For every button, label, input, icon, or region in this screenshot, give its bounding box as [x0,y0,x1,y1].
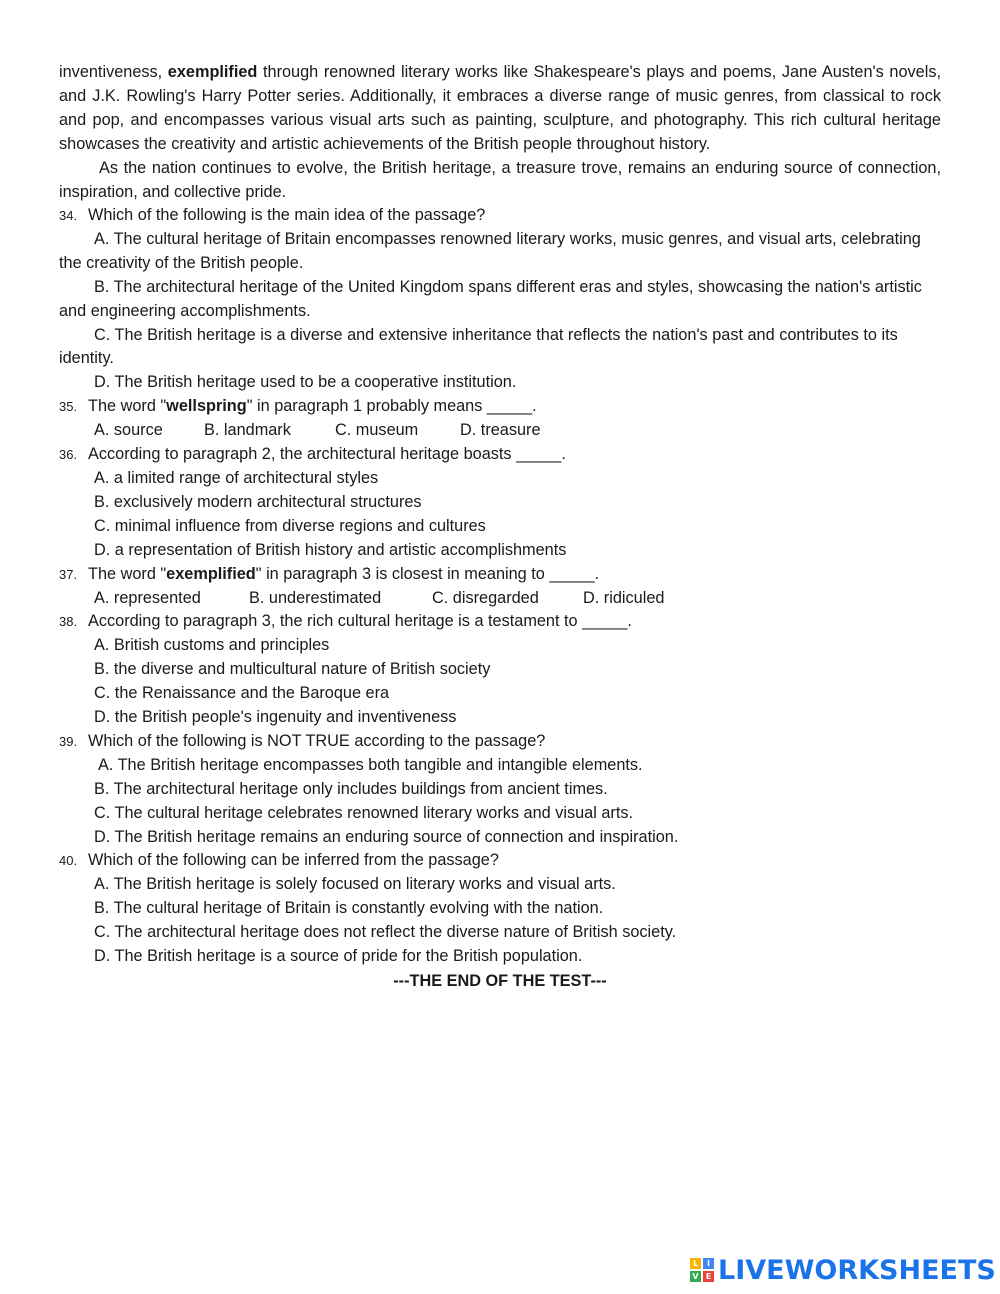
option-35c: C. museum [335,421,419,440]
bold-keyword: exemplified [166,564,256,583]
question-text: Which of the following is NOT TRUE according to the passage? [88,731,546,750]
option-36d: D. a representation of British history and artistic accomplishments [94,540,567,559]
option-36a: A. a limited range of architectural styles [94,468,379,487]
option-38a: A. British customs and principles [94,636,330,655]
question-34 [59,204,941,228]
option-37d: D. ridiculed [583,588,665,607]
option-40a: A. The British heritage is solely focused on literary works and visual arts. [94,875,616,894]
option-40c: C. The architectural heritage does not reflect the diverse nature of British society. [94,923,677,942]
question-38 [59,610,941,634]
option-37c: C. disregarded [432,588,539,607]
option-40d: D. The British heritage is a source of pride for the British population. [94,947,583,966]
logo-mark-tile: E [703,1271,714,1282]
question-number: 40. [59,853,78,869]
worksheet-page [59,60,941,993]
options-35 [59,419,941,443]
option-39b: B. The architectural heritage only includes buildings from ancient times. [94,779,608,798]
liveworksheets-logo [690,1255,996,1285]
option-38b: B. the diverse and multicultural nature of British society [94,660,491,679]
logo-text: LIVEWORKSHEETS [718,1254,996,1286]
bold-keyword: exemplified [167,63,258,81]
logo-mark-icon [690,1258,714,1282]
question-text: " in paragraph 3 is closest in meaning to _____. [255,564,600,583]
question-number: 38. [59,614,78,630]
passage-paragraph-4: As the nation continues to evolve, the British heritage, a treasure trove, remains an enduring source of connection, inspiration, and collective pride. [59,159,941,201]
option-38d: D. the British people's ingenuity and inventiveness [94,708,457,727]
logo-mark-tile: L [690,1258,701,1269]
option-37b: B. underestimated [249,588,382,607]
question-text: The word " [88,397,167,416]
option-37a: A. represented [94,588,201,607]
option-36c: C. minimal influence from diverse regions and cultures [94,516,486,535]
option-34c: C. The British heritage is a diverse and extensive inheritance that reflects the nation's past and contributes to its identity. [59,325,898,368]
end-of-test: ---THE END OF THE TEST--- [393,972,607,990]
options-37 [59,587,941,611]
question-text: The word " [88,564,167,583]
question-text: According to paragraph 2, the architectural heritage boasts _____. [88,445,566,464]
question-text: Which of the following can be inferred from the passage? [88,851,499,870]
option-39c: C. The cultural heritage celebrates renowned literary works and visual arts. [94,803,634,822]
passage-text: through renowned literary works like Shakespeare's plays and poems, Jane Austen's novels, and J.K. Rowling's Harry Potter series. Additionally, it embraces a diverse range of music genres, from classical to rock and pop, and encompasses various visual arts such as painting, sculpture, and photography. This rich cultural heritage showcases the creativity and artistic achievements of the British people throughout history. [59,63,941,153]
option-34b: B. The architectural heritage of the United Kingdom spans different eras and styles, showcasing the nation's artistic and engineering accomplishments. [59,277,922,320]
question-text: According to paragraph 3, the rich cultural heritage is a testament to _____. [88,612,632,631]
question-36 [59,443,941,467]
question-text: " in paragraph 1 probably means _____. [246,397,537,416]
question-number: 35. [59,399,78,415]
logo-mark-tile: I [703,1258,714,1269]
passage-paragraph-3 [59,60,941,156]
question-number: 37. [59,566,78,582]
question-39 [59,730,941,754]
bold-keyword: wellspring [166,397,247,416]
question-number: 34. [59,208,78,223]
question-number: 36. [59,447,78,463]
passage-text: inventiveness, [59,63,168,81]
option-38c: C. the Renaissance and the Baroque era [94,684,390,703]
question-text: Which of the following is the main idea of the passage? [88,206,486,224]
question-number: 39. [59,733,78,749]
question-35 [59,395,941,419]
option-39d: D. The British heritage remains an enduring source of connection and inspiration. [94,827,679,846]
option-40b: B. The cultural heritage of Britain is constantly evolving with the nation. [94,899,604,918]
option-36b: B. exclusively modern architectural structures [94,492,422,511]
option-35d: D. treasure [460,421,541,440]
option-35b: B. landmark [204,421,291,440]
option-39a: A. The British heritage encompasses both tangible and intangible elements. [98,755,643,774]
option-34d: D. The British heritage used to be a cooperative institution. [94,373,517,392]
question-40 [59,849,941,873]
option-35a: A. source [94,421,163,440]
question-37 [59,563,941,587]
logo-mark-tile: V [690,1271,701,1282]
option-34a: A. The cultural heritage of Britain encompasses renowned literary works, music genres, and visual arts, celebrating the creativity of the British people. [59,229,921,272]
